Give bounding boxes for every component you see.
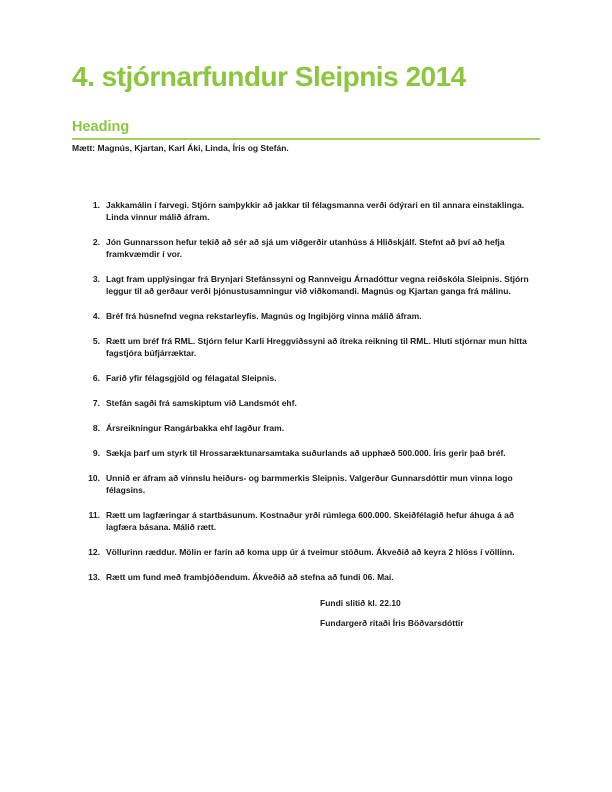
item-text: Rætt um bréf frá RML. Stjórn felur Karli Hreggviðssyni að ítreka reikning til RML. Hluti stjórnar mun hitta fagstjóra búfjárræktar. xyxy=(106,335,527,358)
item-text: Rætt um lagfæringar á startbásunum. Kostnaður yrði rúmlega 600.000. Skeiðfélagið hefur áhuga á að lagfæra básana. Málið rætt. xyxy=(106,509,515,532)
item-text: Rætt um fund með frambjóðendum. Ákveðið að stefna að fundi 06. Maí. xyxy=(106,571,394,582)
minutes-list xyxy=(72,199,540,583)
item-number: 4. xyxy=(92,310,100,321)
list-item xyxy=(86,422,540,434)
list-item xyxy=(86,447,540,459)
list-item xyxy=(86,199,540,223)
closing-block xyxy=(320,597,540,629)
closing-time-line: Fundi slitið kl. 22.10 xyxy=(320,597,401,608)
list-item xyxy=(86,397,540,409)
item-number: 7. xyxy=(92,397,100,408)
item-text: Jón Gunnarsson hefur tekið að sér að sjá um viðgerðir utanhúss á Hliðskjálf. Stefnt að því að hefja framkvæmdir í vor. xyxy=(106,236,505,259)
item-number: 5. xyxy=(92,335,100,346)
item-number: 11. xyxy=(88,509,100,520)
item-number: 3. xyxy=(92,273,100,284)
item-text: Lagt fram upplýsingar frá Brynjari Stefánssyni og Rannveigu Árnadóttur vegna reiðskóla Sleipnis. Stjórn leggur til að gerðaur verði þjónustusamningur við viðkomandi. Magnús og Kjartan ganga frá málinu. xyxy=(106,273,529,296)
list-item xyxy=(86,372,540,384)
item-text: Völlurinn ræddur. Mölin er farin að koma upp úr á tveimur stöðum. Ákveðið að keyra 2 hlöss í völlinn. xyxy=(106,546,515,557)
item-text: Bréf frá húsnefnd vegna rekstarleyfis. Magnús og Ingibjörg vinna málið áfram. xyxy=(106,310,422,321)
item-text: Ársreikningur Rangárbakka ehf lagður fram. xyxy=(106,422,285,433)
item-text: Farið yfir félagsgjöld og félagatal Sleipnis. xyxy=(106,372,277,383)
page-title: 4. stjórnarfundur Sleipnis 2014 xyxy=(72,61,466,92)
list-item xyxy=(86,472,540,496)
list-item xyxy=(86,509,540,533)
list-item xyxy=(86,273,540,297)
item-number: 13. xyxy=(88,571,100,582)
item-text: Stefán sagði frá samskiptum við Landsmót ehf. xyxy=(106,397,297,408)
item-number: 8. xyxy=(92,422,100,433)
list-item xyxy=(86,546,540,558)
item-text: Sækja þarf um styrk til Hrossaræktunarsamtaka suðurlands að upphæð 500.000. Íris gerir það bréf. xyxy=(106,447,506,458)
attendees-line: Mætt: Magnús, Kjartan, Karl Áki, Linda, Íris og Stefán. xyxy=(72,142,289,153)
section-heading: Heading xyxy=(72,120,540,140)
item-number: 1. xyxy=(92,199,100,210)
closing-recorder-line: Fundargerð ritaði Íris Böðvarsdóttir xyxy=(320,617,464,628)
item-number: 2. xyxy=(92,236,100,247)
document-content xyxy=(72,0,540,637)
item-text: Unnið er áfram að vinnslu heiðurs- og barmmerkis Sleipnis. Valgerður Gunnarsdóttir mun vinna logo félagsins. xyxy=(106,472,513,495)
list-item xyxy=(86,335,540,359)
item-number: 10. xyxy=(88,472,100,483)
list-item xyxy=(86,310,540,322)
item-number: 12. xyxy=(88,546,100,557)
list-item xyxy=(86,571,540,583)
item-number: 9. xyxy=(92,447,100,458)
item-number: 6. xyxy=(92,372,100,383)
item-text: Jakkamálin í farvegi. Stjórn samþykkir að jakkar til félagsmanna verði ódýrari en til annara einstaklinga. Linda vinnur málið áfram. xyxy=(106,199,525,222)
list-item xyxy=(86,236,540,260)
